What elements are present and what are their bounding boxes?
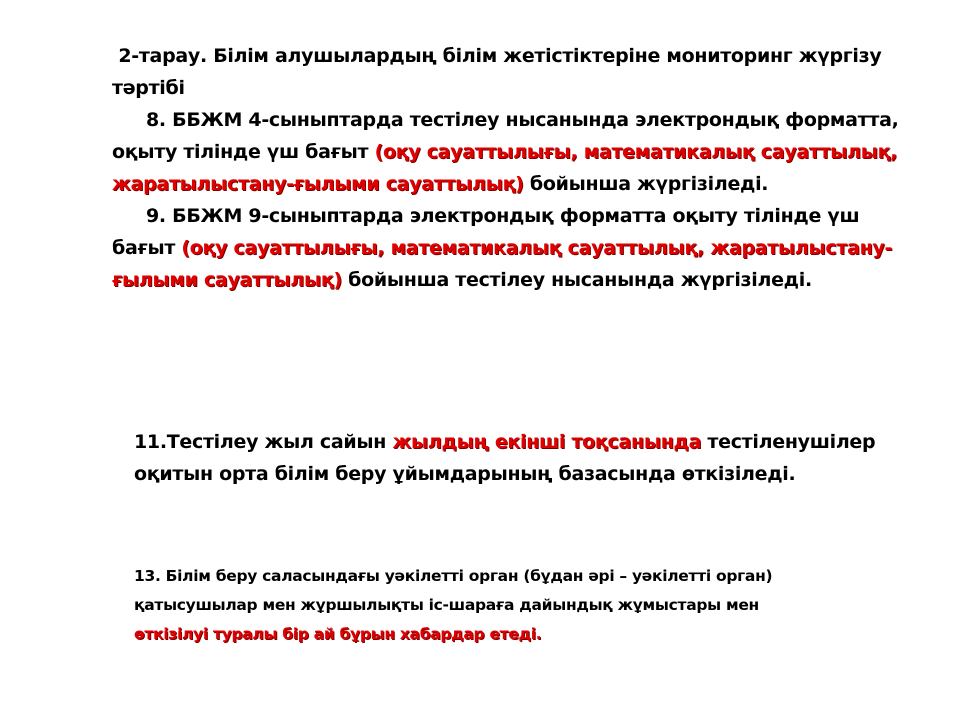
paragraph-11-block	[134, 426, 924, 490]
paragraph-9	[112, 200, 912, 296]
paragraph-9-highlight: (оқу сауаттылығы, математикалық сауаттылық, жаратылыстану-ғылыми сауаттылық)	[112, 237, 893, 291]
paragraph-8-tail: бойынша жүргізіледі.	[523, 173, 769, 195]
paragraph-13-text: 13. Білім беру саласындағы уәкілетті орган (бұдан әрі – уәкілетті орган) қатысушылар мен жұршылықты іс-шараға дайындық жұмыстары мен	[134, 567, 773, 614]
paragraph-11-tail: тестіленушілер оқитын орта білім беру ұйымдарының базасында өткізіледі.	[134, 431, 876, 485]
paragraph-13	[134, 562, 824, 649]
paragraph-13-block	[134, 562, 824, 649]
paragraph-13-highlight: өткізілуі туралы бір ай бұрын хабардар етеді.	[134, 625, 542, 643]
main-text-block	[112, 40, 912, 296]
paragraph-8	[112, 104, 912, 200]
paragraph-9-tail: бойынша тестілеу нысанында жүргізіледі.	[341, 269, 812, 291]
section-heading	[112, 40, 912, 104]
paragraph-11	[134, 426, 924, 490]
paragraph-9-text: 9. ББЖМ 9-сыныптарда электрондық форматта оқыту тілінде үш бағыт	[112, 205, 860, 259]
section-heading-text: 2-тарау. Білім алушылардың білім жетістіктеріне мониторинг жүргізу тәртібі	[112, 45, 882, 99]
paragraph-8-text: 8. ББЖМ 4-сыныптарда тестілеу нысанында электрондық форматта, оқыту тілінде үш бағыт	[112, 109, 899, 163]
paragraph-11-highlight: жылдың екінші тоқсанында	[392, 431, 702, 453]
paragraph-8-highlight: (оқу сауаттылығы, математикалық сауаттылық, жаратылыстану-ғылыми сауаттылық)	[112, 141, 898, 195]
paragraph-11-text: 11.Тестілеу жыл сайын	[134, 431, 393, 453]
